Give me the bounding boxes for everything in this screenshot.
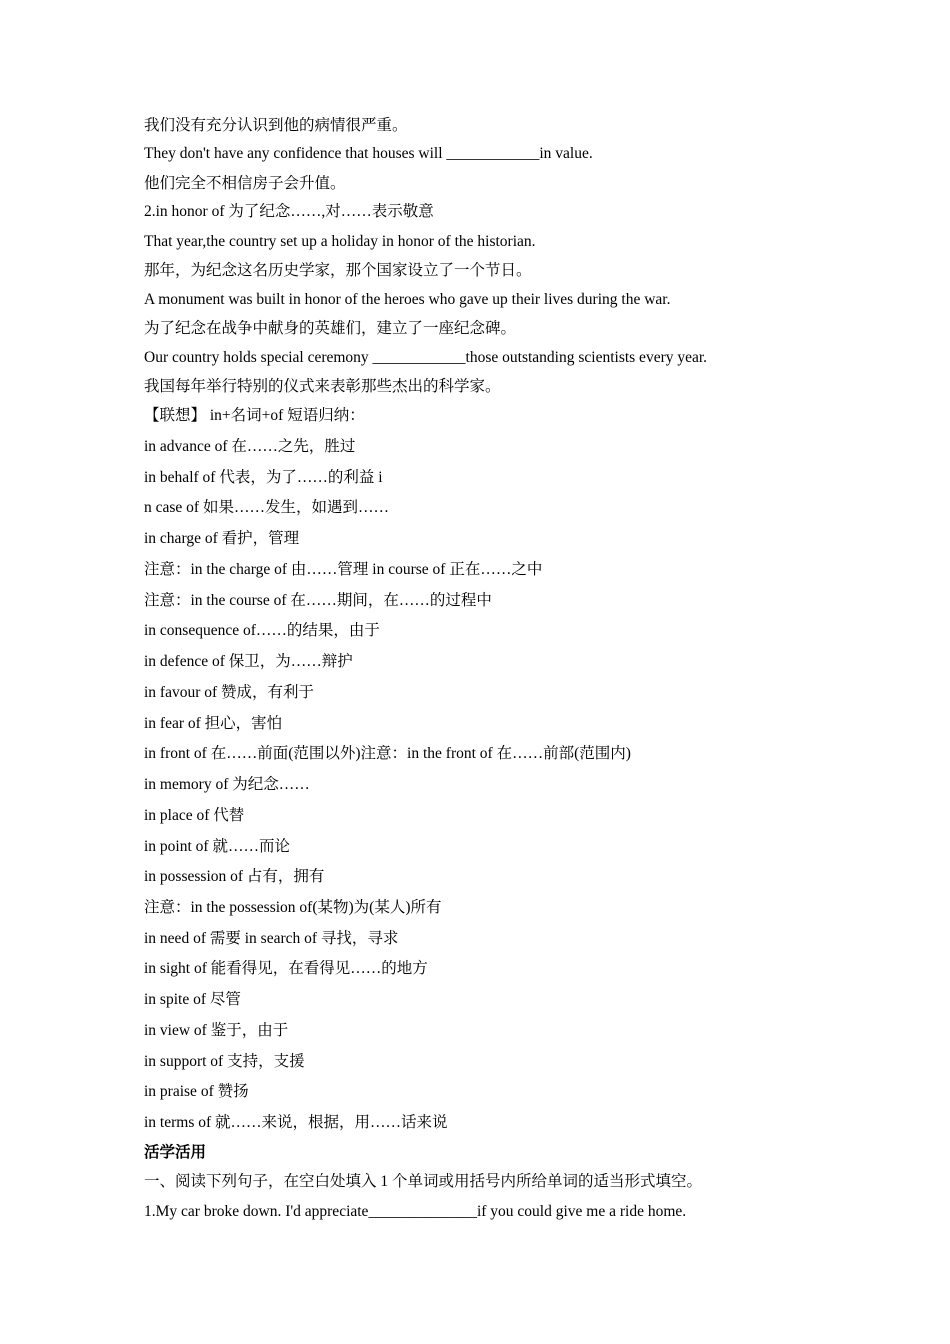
phrase-item: in praise of 赞扬 bbox=[144, 1083, 249, 1100]
phrase-item: in point of 就……而论 bbox=[144, 838, 290, 855]
text-line: They don't have any confidence that houses will ____________in value. bbox=[144, 145, 593, 162]
text-line: Our country holds special ceremony ____________those outstanding scientists every year. bbox=[144, 349, 708, 366]
section-heading: 2.in honor of 为了纪念……,对……表示敬意 bbox=[144, 203, 434, 220]
text-line: 那年，为纪念这名历史学家，那个国家设立了一个节日。 bbox=[144, 262, 532, 279]
phrase-item: 注意：in the possession of(某物)为(某人)所有 bbox=[144, 899, 442, 916]
phrase-item: in sight of 能看得见，在看得见……的地方 bbox=[144, 960, 428, 977]
text-line: 他们完全不相信房子会升值。 bbox=[144, 175, 346, 192]
text-line: 为了纪念在战争中献身的英雄们，建立了一座纪念碑。 bbox=[144, 320, 517, 337]
phrase-item: 注意：in the course of 在……期间，在……的过程中 bbox=[144, 592, 492, 609]
phrase-item: in charge of 看护，管理 bbox=[144, 530, 300, 547]
text-line: That year,the country set up a holiday in honor of the historian. bbox=[144, 233, 536, 250]
practice-heading: 活学活用 bbox=[144, 1144, 207, 1161]
phrase-item: in view of 鉴于，由于 bbox=[144, 1022, 289, 1039]
phrase-item: in memory of 为纪念…… bbox=[144, 776, 310, 793]
phrase-item: in possession of 占有，拥有 bbox=[144, 868, 325, 885]
text-line: A monument was built in honor of the heroes who gave up their lives during the war. bbox=[144, 291, 671, 308]
phrase-item: in place of 代替 bbox=[144, 807, 245, 824]
text-line: 我们没有充分认识到他的病情很严重。 bbox=[144, 117, 408, 134]
text-line: 我国每年举行特别的仪式来表彰那些杰出的科学家。 bbox=[144, 378, 501, 395]
text-line: 【联想】 in+名词+of 短语归纳： bbox=[144, 407, 365, 424]
phrase-item: in defence of 保卫，为……辩护 bbox=[144, 653, 353, 670]
phrase-item: in behalf of 代表，为了……的利益 i bbox=[144, 469, 383, 486]
exercise-instruction: 一、阅读下列句子，在空白处填入 1 个单词或用括号内所给单词的适当形式填空。 bbox=[144, 1173, 703, 1190]
phrase-item: in need of 需要 in search of 寻找，寻求 bbox=[144, 930, 399, 947]
phrase-item: in consequence of……的结果，由于 bbox=[144, 622, 380, 639]
phrase-item: n case of 如果……发生，如遇到…… bbox=[144, 499, 389, 516]
exercise-question: 1.My car broke down. I'd appreciate______________if you could give me a ride home. bbox=[144, 1203, 687, 1220]
phrase-item: in spite of 尽管 bbox=[144, 991, 241, 1008]
phrase-item: in advance of 在……之先，胜过 bbox=[144, 438, 356, 455]
phrase-item: in favour of 赞成，有利于 bbox=[144, 684, 315, 701]
phrase-item: in support of 支持，支援 bbox=[144, 1053, 305, 1070]
phrase-item: in fear of 担心，害怕 bbox=[144, 715, 283, 732]
phrase-item: 注意：in the charge of 由……管理 in course of 正在……之中 bbox=[144, 561, 543, 578]
phrase-item: in terms of 就……来说，根据，用……话来说 bbox=[144, 1114, 448, 1131]
phrase-item: in front of 在……前面(范围以外)注意：in the front of 在……前部(范围内) bbox=[144, 745, 631, 762]
